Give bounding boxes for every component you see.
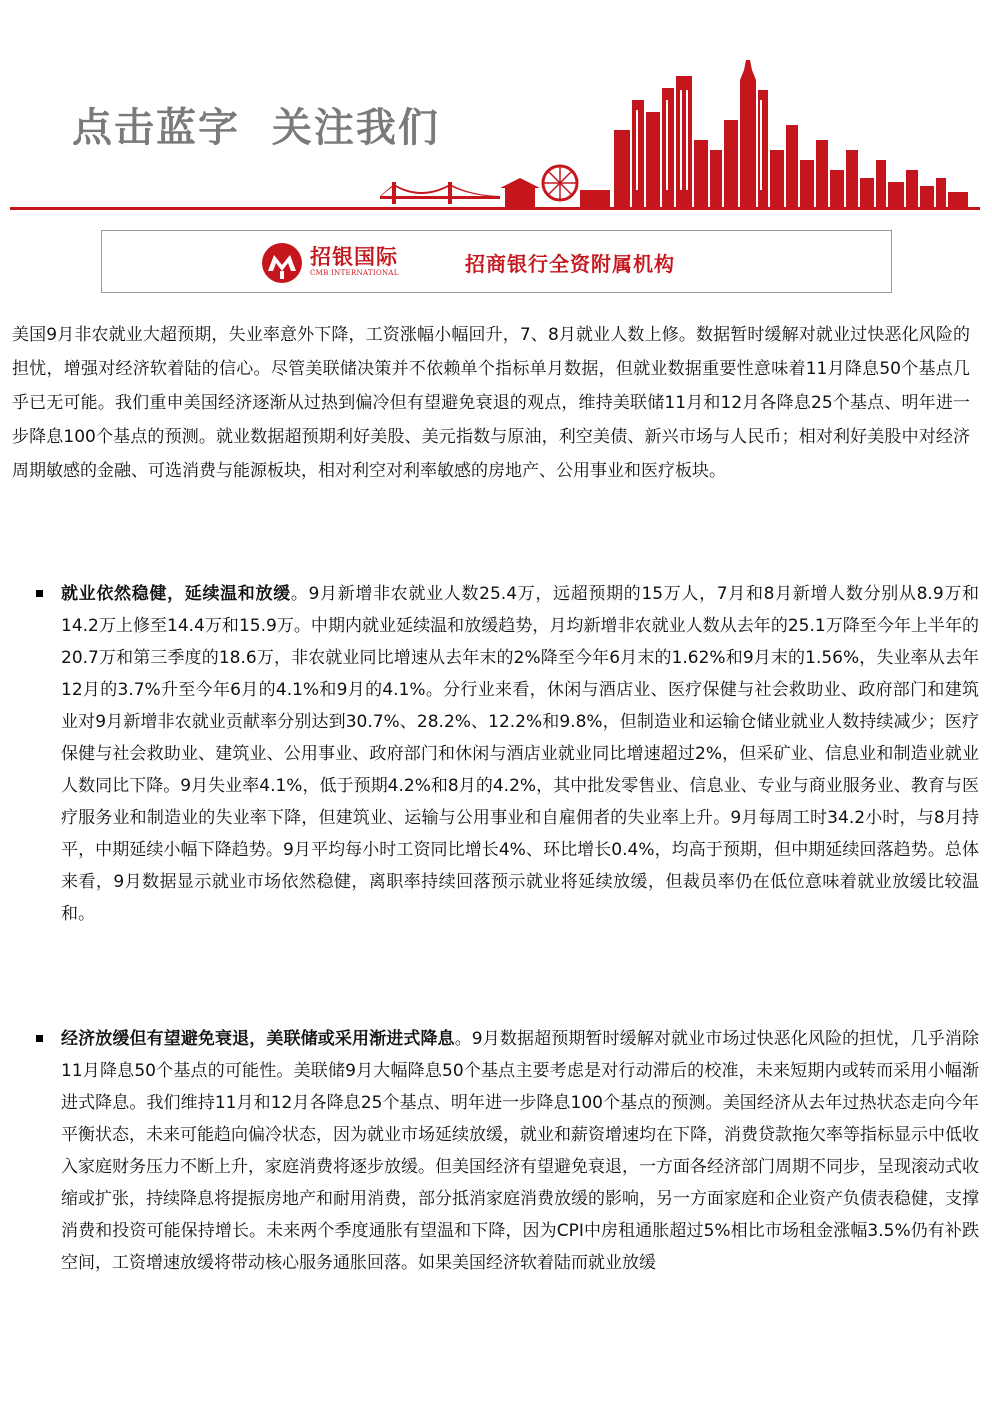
bullet-paragraph (61, 1023, 979, 1279)
bullet-heading: 经济放缓但有望避免衰退，美联储或采用渐进式降息 (61, 1029, 455, 1049)
bullet-marker (36, 590, 43, 597)
bullet-body: 。9月新增非农就业人数25.4万，远超预期的15万人，7月和8月新增人数分别从8.9万和14.2万上修至14.4万和15.9万。中期内就业延续温和放缓趋势，月均新增非农就业人数从去年的25.1万降至今年上半年的20.7万和第三季度的18.6万，非农就业同比增速从去年末的2%降至今年6月末的1.62%和9月末的1.56%，失业率从去年12月的3.7%升至今年6月的4.1%和9月的4.1%。分行业来看，休闲与酒店业、医疗保健与社会救助业、政府部门和建筑业对9月新增非农就业贡献率分别达到30.7%、28.2%、12.2%和9.8%，但制造业和运输仓储业就业人数持续减少；医疗保健与社会救助业、建筑业、公用事业、政府部门和休闲与酒店业就业同比增速超过2%，但采矿业、信息业和制造业就业人数同比下降。9月失业率4.1%，低于预期4.2%和8月的4.2%，其中批发零售业、信息业、专业与商业服务业、教育与医疗服务业和制造业的失业率下降，但建筑业、运输与公用事业和自雇佣者的失业率上升。9月每周工时34.2小时，与8月持平，中期延续小幅下降趋势。9月平均每小时工资同比增长4%、环比增长0.4%，均高于预期，但中期延续回落趋势。总体来看，9月数据显示就业市场依然稳健，离职率持续回落预示就业将延续放缓，但裁员率仍在低位意味着就业放缓比较温和。 (61, 584, 980, 924)
header-banner (0, 0, 992, 215)
brand-banner (101, 230, 892, 293)
bullet-marker (36, 1035, 43, 1042)
bullet-heading: 就业依然稳健，延续温和放缓 (61, 584, 291, 604)
bullet-body: 。9月数据超预期暂时缓解对就业市场过快恶化风险的担忧，几乎消除11月降息50个基点的可能性。美联储9月大幅降息50个基点主要考虑是对行动滞后的校准，未来短期内或转而采用小幅渐进式降息。我们维持11月和12月各降息25个基点、明年进一步降息100个基点的预测。美国经济从去年过热状态走向今年平衡状态，未来可能趋向偏冷状态，因为就业市场延续放缓，就业和薪资增速均在下降，消费贷款拖欠率等指标显示中低收入家庭财务压力不断上升，家庭消费将逐步放缓。但美国经济有望避免衰退，一方面各经济部门周期不同步，呈现滚动式收缩或扩张，持续降息将提振房地产和耐用消费，部分抵消家庭消费放缓的影响，另一方面家庭和企业资产负债表稳健，支撑消费和投资可能保持增长。未来两个季度通胀有望温和下降，因为CPI中房租通胀超过5%相比市场租金涨幅3.5%仍有补跌空间，工资增速放缓将带动核心服务通胀回落。如果美国经济软着陆而就业放缓 (61, 1029, 979, 1273)
logo-english-name: CMB INTERNATIONAL (310, 269, 399, 277)
header-divider (10, 207, 980, 210)
cmb-logo-icon (260, 241, 304, 285)
brand-tagline: 招商银行全资附属机构 (465, 252, 675, 276)
follow-us-heading[interactable]: 点击蓝字 关注我们 (72, 105, 440, 151)
bullet-paragraph (61, 578, 979, 930)
intro-paragraph: 美国9月非农就业大超预期，失业率意外下降，工资涨幅小幅回升，7、8月就业人数上修。数据暂时缓解对就业过快恶化风险的担忧，增强对经济软着陆的信心。尽管美联储决策并不依赖单个指标单月数据，但就业数据重要性意味着11月降息50个基点几乎已无可能。我们重申美国经济逐渐从过热到偏冷但有望避免衰退的观点，维持美联储11月和12月各降息25个基点、明年进一步降息100个基点的预测。就业数据超预期利好美股、美元指数与原油，利空美债、新兴市场与人民币；相对利好美股中对经济周期敏感的金融、可选消费与能源板块，相对利空对利率敏感的房地产、公用事业和医疗板块。 (12, 325, 970, 481)
logo-chinese-name: 招银国际 (310, 245, 398, 269)
